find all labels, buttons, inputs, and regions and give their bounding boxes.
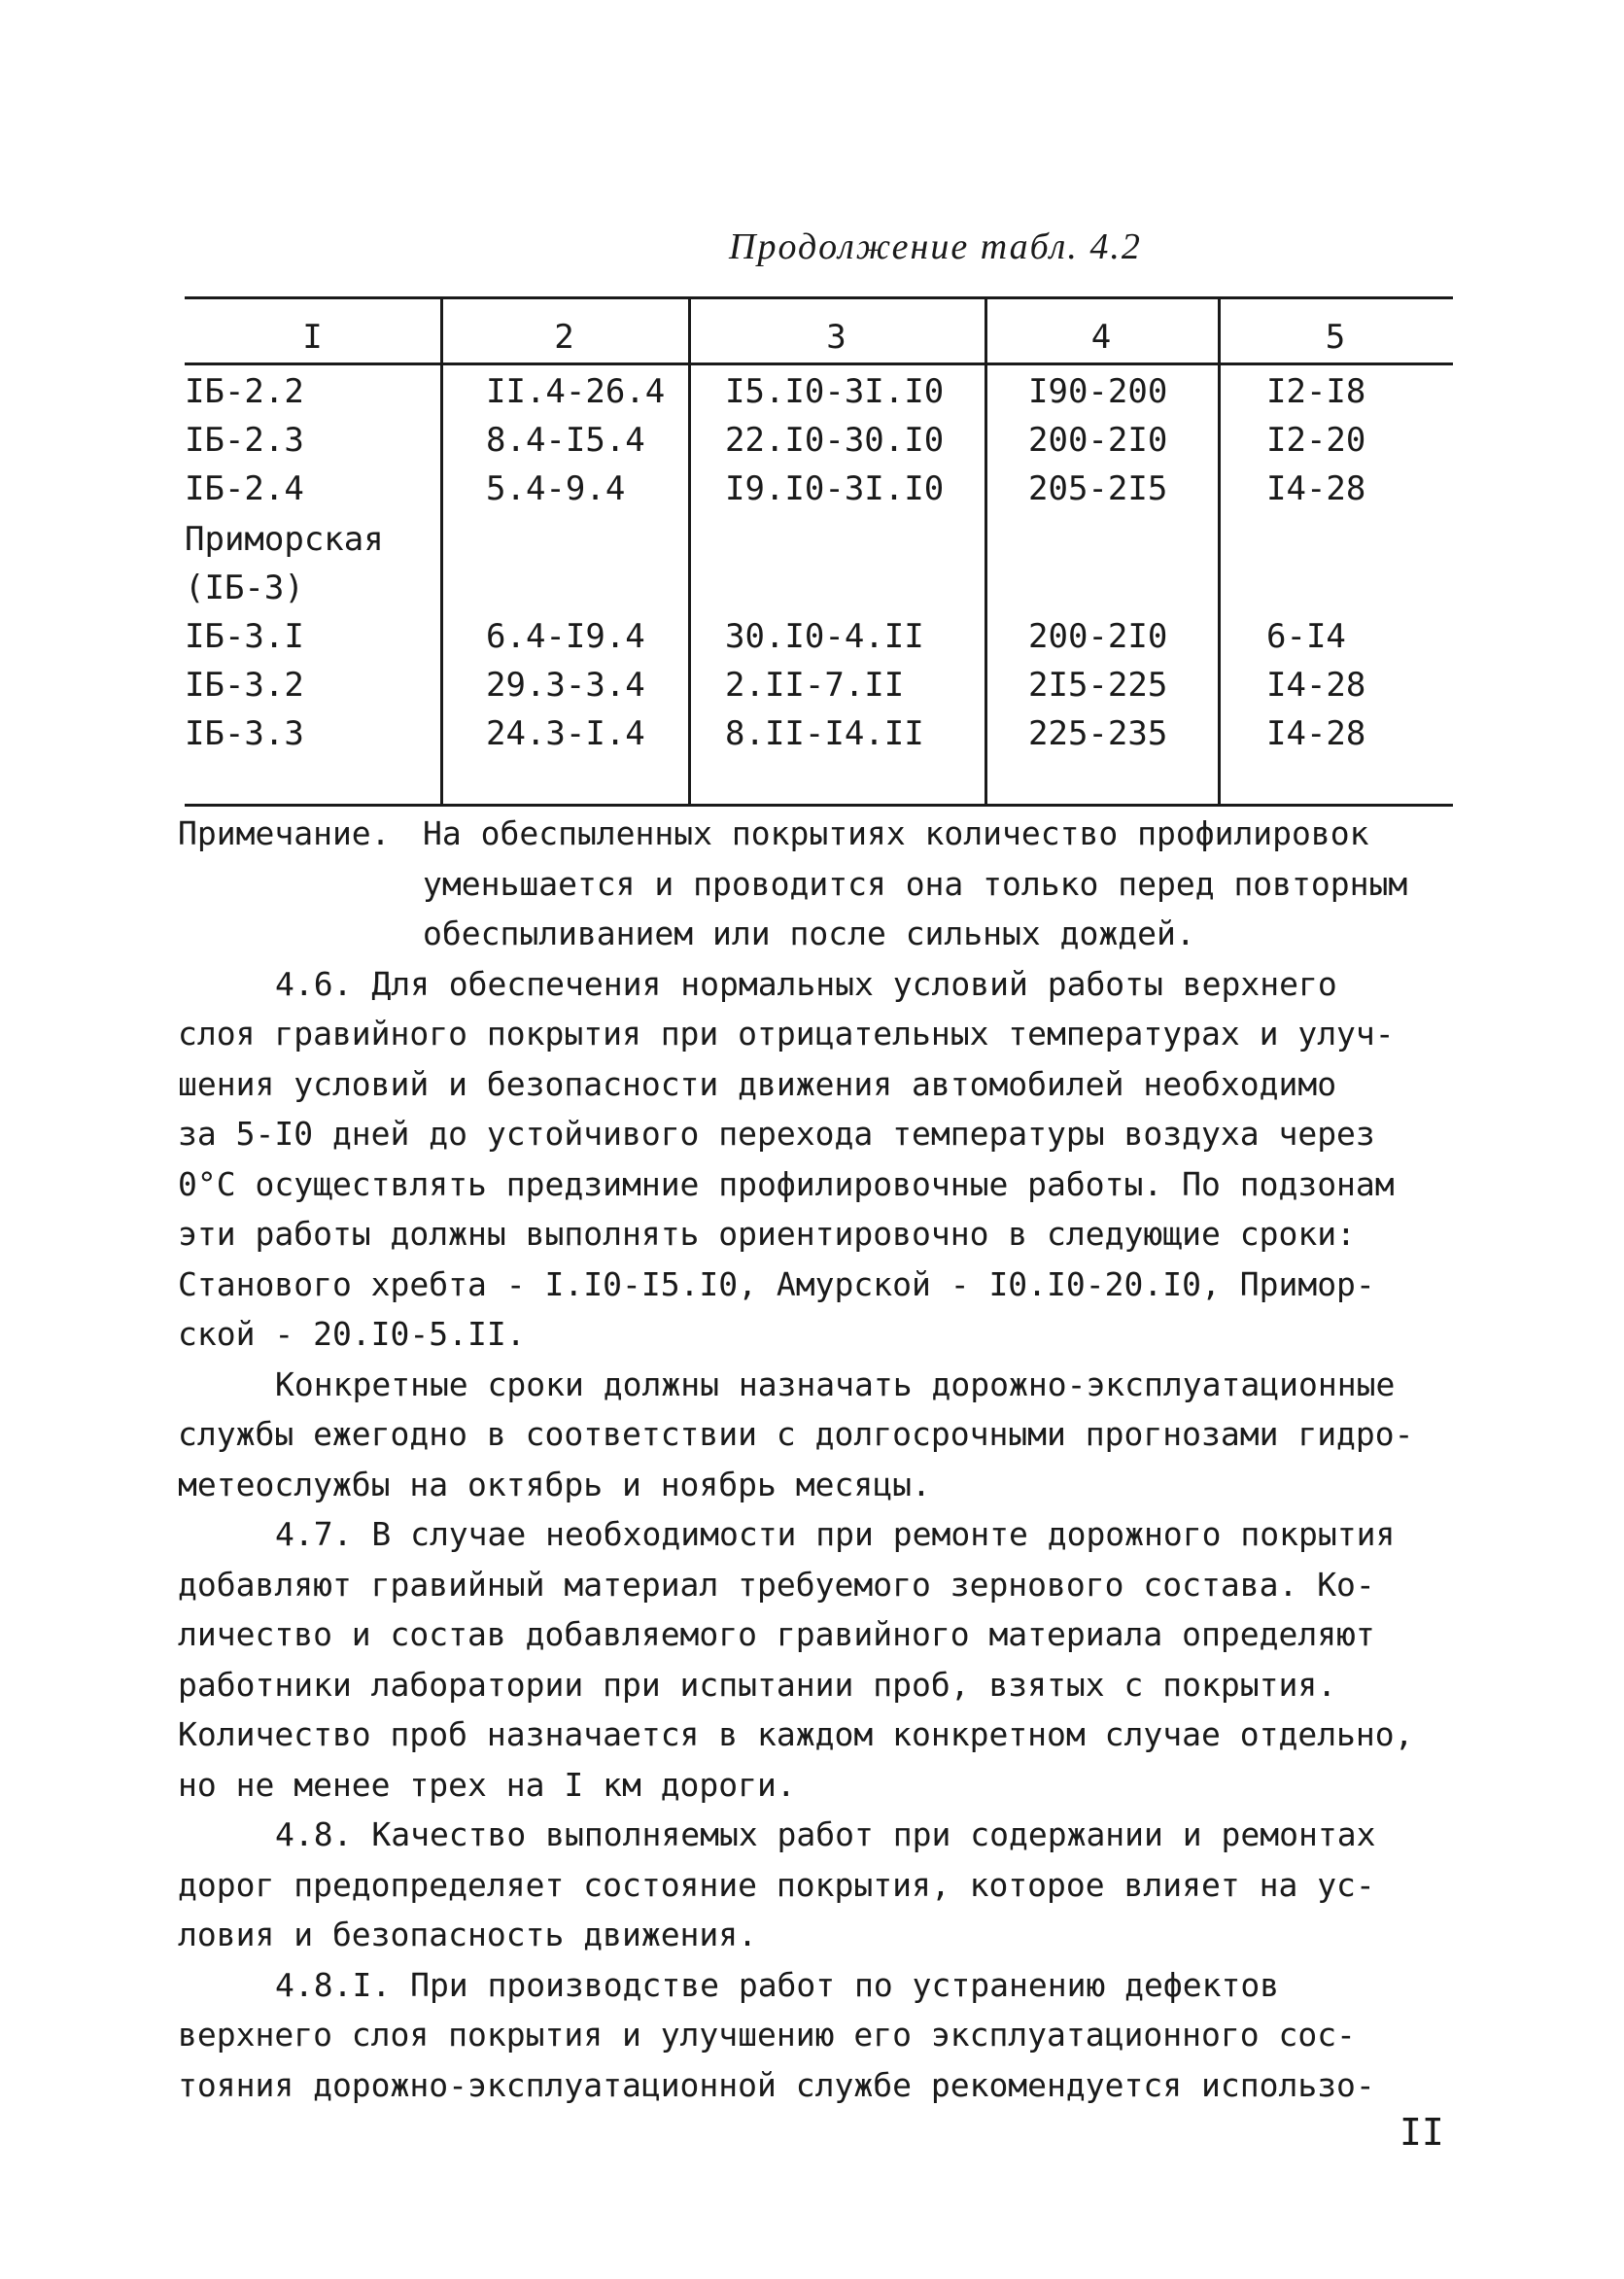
paragraph-4-6-line: 0°C осуществлять предзимние профилировочные работы. По подзонам (178, 1165, 1395, 1203)
table-cell: 8.II-I4.II (725, 714, 924, 753)
table-cell: IБ-3.I (185, 617, 304, 656)
paragraph-4-6-line: за 5-I0 дней до устойчивого перехода температуры воздуха через (178, 1115, 1375, 1153)
paragraph-4-8-line: ловия и безопасность движения. (178, 1916, 758, 1953)
note-label: Примечание. (178, 814, 391, 852)
note-line: обеспыливанием или после сильных дождей. (423, 915, 1195, 952)
paragraph-terms-line: метеослужбы на октябрь и ноябрь месяцы. (178, 1466, 931, 1503)
table-cell: 205-2I5 (1028, 469, 1168, 508)
paragraph-4-8-line: 4.8. Качество выполняемых работ при содержании и ремонтах (275, 1815, 1376, 1853)
table-cell: 2.II-7.II (725, 666, 905, 705)
table-cell: 29.3-3.4 (486, 666, 645, 705)
table-cell: II.4-26.4 (486, 372, 666, 411)
paragraph-4-6-line: слоя гравийного покрытия при отрицательных температурах и улуч- (178, 1015, 1395, 1053)
paragraph-terms-line: службы ежегодно в соответствии с долгосрочными прогнозами гидро- (178, 1415, 1414, 1453)
table-cell: I4-28 (1266, 666, 1366, 705)
paragraph-4-6-line: ской - 20.I0-5.II. (178, 1315, 526, 1353)
paragraph-4-6-line: 4.6. Для обеспечения нормальных условий работы верхнего (275, 965, 1337, 1003)
paragraph-4-8-1-line: 4.8.I. При производстве работ по устранению дефектов (275, 1966, 1280, 2004)
column-header-5: 5 (1325, 318, 1346, 357)
table-cell: 5.4-9.4 (486, 469, 626, 508)
paragraph-4-7-line: личество и состав добавляемого гравийного материала определяют (178, 1615, 1375, 1653)
table-cell: IБ-3.2 (185, 666, 304, 705)
paragraph-4-7-line: 4.7. В случае необходимости при ремонте дорожного покрытия (275, 1515, 1396, 1553)
column-divider (688, 296, 691, 807)
table-cell: I9.I0-3I.I0 (725, 469, 945, 508)
column-header-4: 4 (1090, 318, 1112, 357)
column-divider (985, 296, 987, 807)
table-cell: 24.3-I.4 (486, 714, 645, 753)
table-cell: IБ-2.3 (185, 421, 304, 460)
table-cell: I4-28 (1266, 469, 1366, 508)
page-number: II (1399, 2111, 1444, 2154)
table-bottom-rule (185, 804, 1453, 807)
paragraph-4-7-line: но не менее трех на I км дороги. (178, 1766, 796, 1804)
table-cell: 200-2I0 (1028, 421, 1168, 460)
paragraph-4-6-line: шения условий и безопасности движения автомобилей необходимо (178, 1065, 1337, 1103)
table-cell: 6-I4 (1266, 617, 1346, 656)
column-header-1: I (302, 318, 323, 357)
table-cell: 30.I0-4.II (725, 617, 924, 656)
column-divider (1218, 296, 1221, 807)
paragraph-4-7-line: работники лаборатории при испытании проб, взятых с покрытия. (178, 1666, 1337, 1704)
table-cell: I90-200 (1028, 372, 1168, 411)
table-cell: 225-235 (1028, 714, 1168, 753)
table-cell: I5.I0-3I.I0 (725, 372, 945, 411)
column-divider (440, 296, 443, 807)
table-cell: 200-2I0 (1028, 617, 1168, 656)
table-cell: IБ-2.2 (185, 372, 304, 411)
note-line: уменьшается и проводится она только перед повторным (423, 865, 1408, 903)
table-cell: 2I5-225 (1028, 666, 1168, 705)
paragraph-4-6-line: Станового хребта - I.I0-I5.I0, Амурской - I0.I0-20.I0, Примор- (178, 1265, 1375, 1303)
table-cell: IБ-2.4 (185, 469, 304, 508)
column-header-2: 2 (554, 318, 574, 357)
paragraph-4-8-1-line: верхнего слоя покрытия и улучшению его эксплуатационного сос- (178, 2016, 1356, 2054)
paragraph-4-8-line: дорог предопределяет состояние покрытия, которое влияет на ус- (178, 1866, 1375, 1904)
paragraph-4-6-line: эти работы должны выполнять ориентировочно в следующие сроки: (178, 1215, 1356, 1253)
table-top-rule (185, 296, 1453, 299)
table-cell: 8.4-I5.4 (486, 421, 645, 460)
paragraph-4-8-1-line: тояния дорожно-эксплуатационной службе рекомендуется использо- (178, 2066, 1375, 2104)
paragraph-terms-line: Конкретные сроки должны назначать дорожно-эксплуатационные (275, 1365, 1396, 1403)
table-cell: I4-28 (1266, 714, 1366, 753)
table-cell: I2-I8 (1266, 372, 1366, 411)
table-cell: 6.4-I9.4 (486, 617, 645, 656)
paragraph-4-7-line: добавляют гравийный материал требуемого зернового состава. Ко- (178, 1566, 1375, 1604)
table-group-label: (IБ-3) (185, 569, 304, 607)
table-header-rule (185, 363, 1453, 365)
note-line: На обеспыленных покрытиях количество профилировок (423, 814, 1369, 852)
table-cell: I2-20 (1266, 421, 1366, 460)
data-table (185, 296, 1453, 807)
column-header-3: 3 (826, 318, 847, 357)
table-caption: Продолжение табл. 4.2 (729, 226, 1142, 267)
paragraph-4-7-line: Количество проб назначается в каждом конкретном случае отдельно, (178, 1715, 1414, 1753)
table-cell: 22.I0-30.I0 (725, 421, 945, 460)
table-cell: IБ-3.3 (185, 714, 304, 753)
table-group-label: Приморская (185, 520, 384, 559)
